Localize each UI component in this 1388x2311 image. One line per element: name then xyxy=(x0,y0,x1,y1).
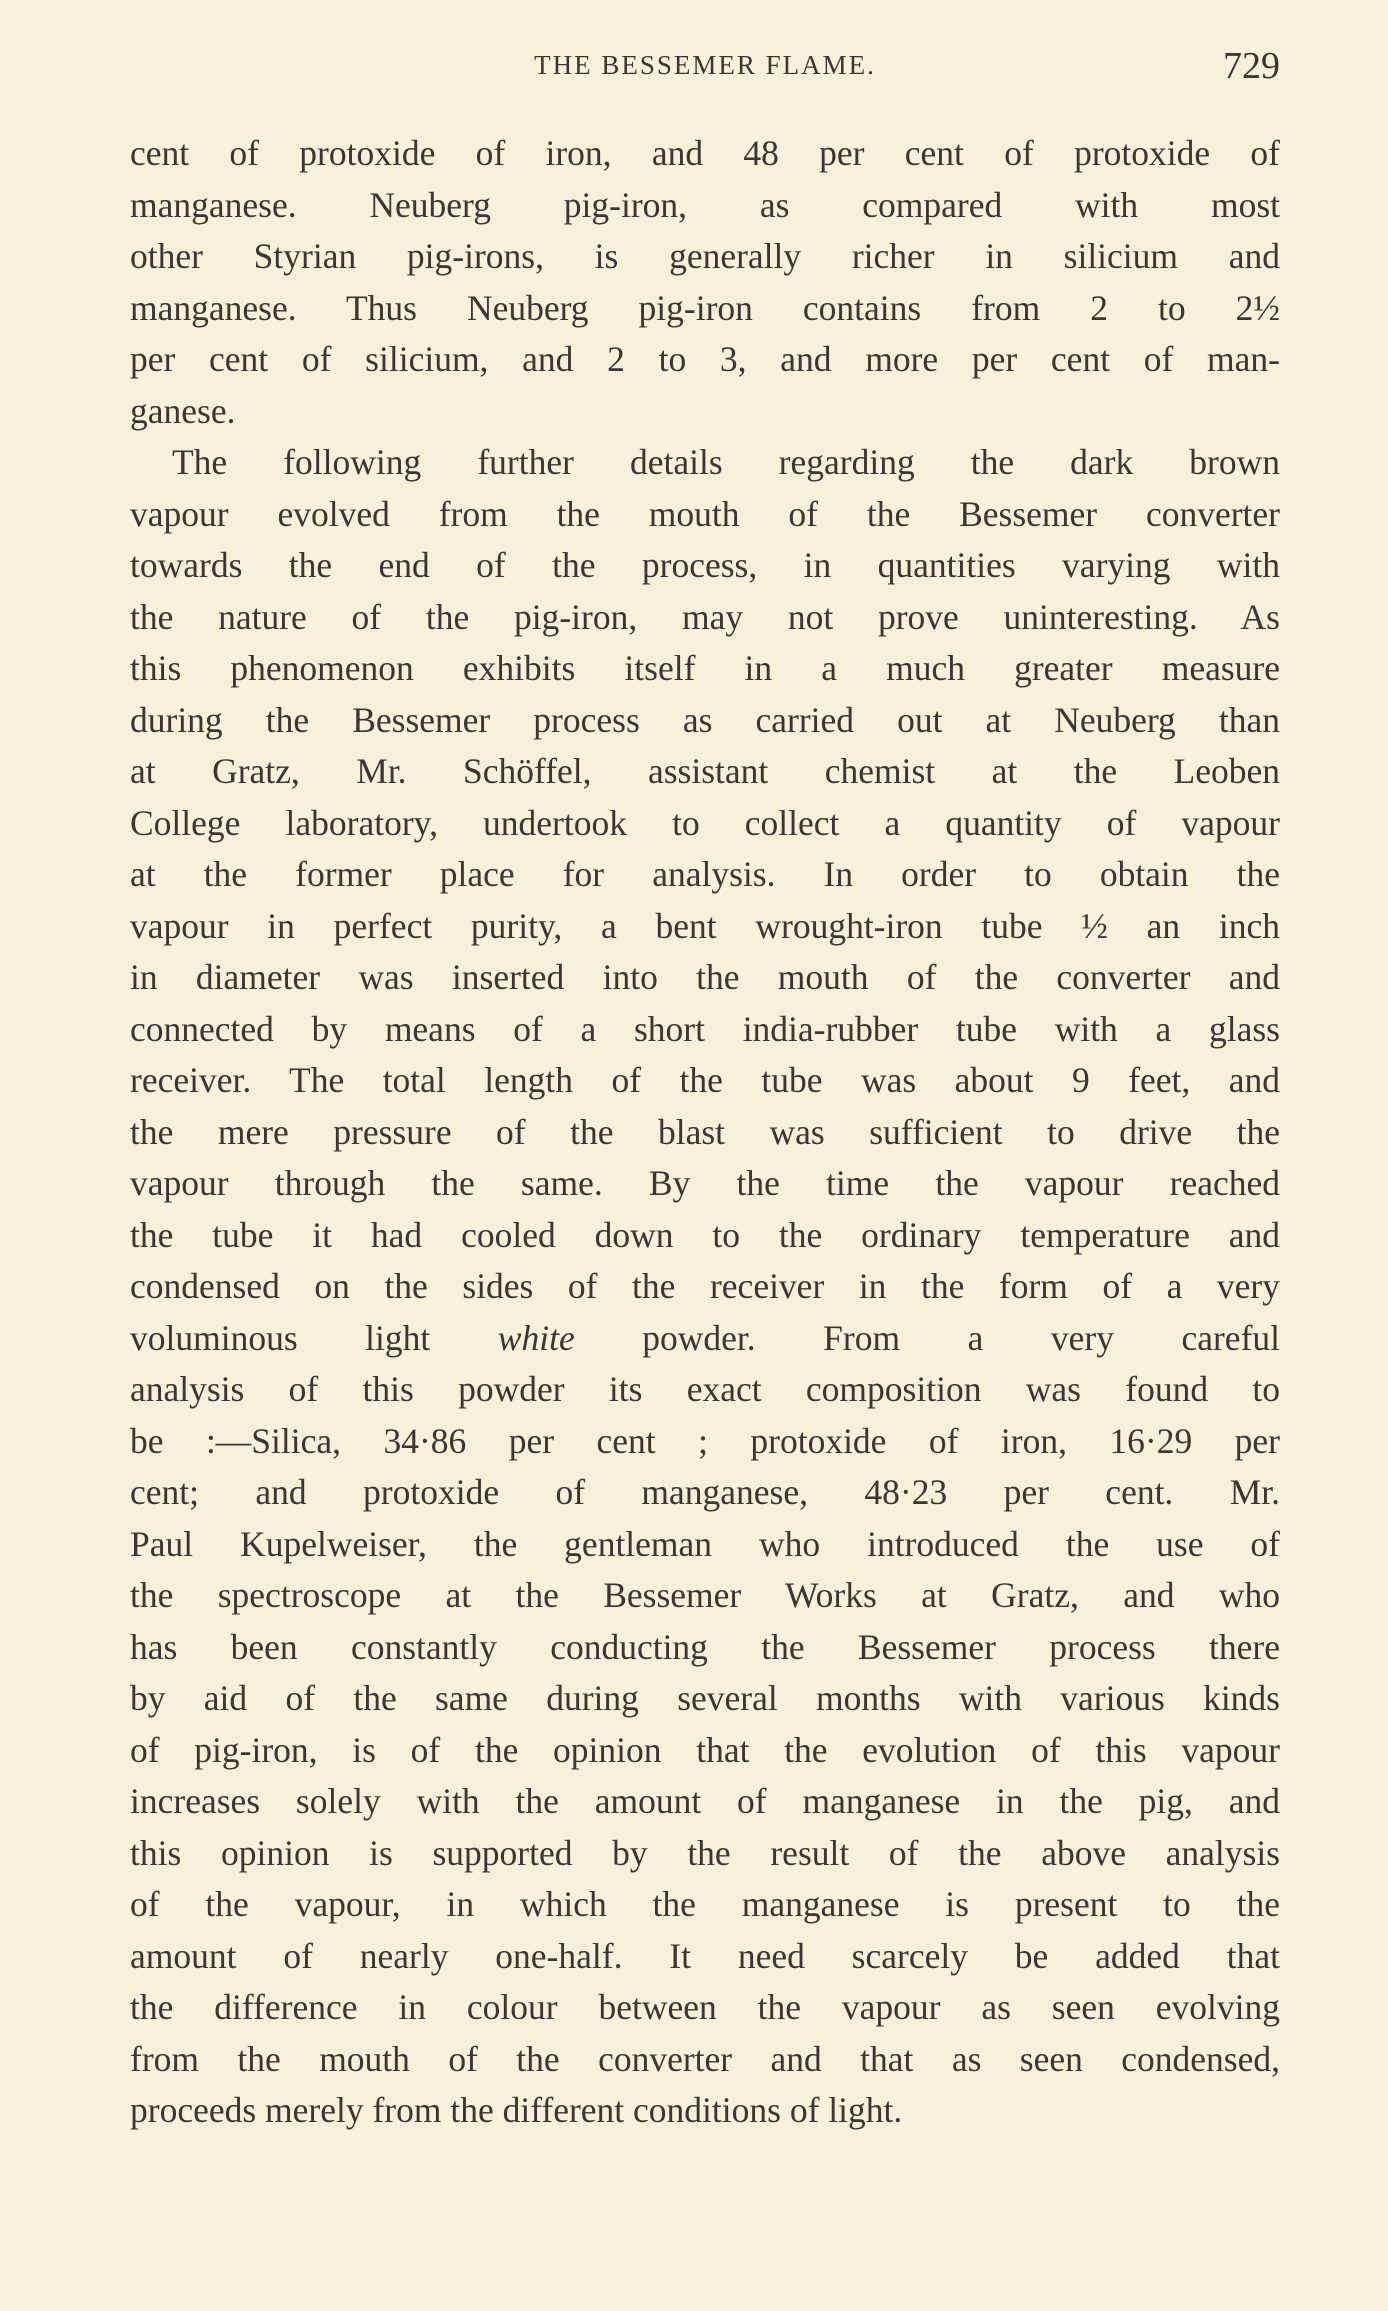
text-line xyxy=(130,128,1280,180)
text-line-content: the spectroscope at the Bessemer Works at Gratz, and who xyxy=(130,1575,1280,1615)
body-text xyxy=(130,128,1280,2137)
text-line-content: the nature of the pig-iron, may not prove uninteresting. As xyxy=(130,596,1280,637)
text-line xyxy=(130,901,1280,953)
text-line-content: the tube it had cooled down to the ordinary temperature and xyxy=(130,1214,1280,1255)
text-line-content: amount of nearly one-half. It need scarcely be added that xyxy=(130,1935,1280,1976)
text-line-content: other Styrian pig-irons, is generally richer in silicium and xyxy=(130,236,1280,276)
text-line-content: at the former place for analysis. In order to obtain the xyxy=(130,854,1280,894)
text-line-content: of pig-iron, is of the opinion that the evolution of this vapour xyxy=(130,1729,1280,1770)
text-line xyxy=(130,1879,1280,1931)
text-line-content: be :—Silica, 34·86 per cent ; protoxide of iron, 16·29 per xyxy=(130,1420,1280,1461)
text-line xyxy=(130,798,1280,850)
text-line xyxy=(130,1622,1280,1674)
italic-word: white xyxy=(497,1317,575,1358)
text-line-content: by aid of the same during several months with various kinds xyxy=(130,1678,1280,1718)
text-line-content: ganese. xyxy=(130,390,236,431)
text-line xyxy=(130,1004,1280,1056)
text-line xyxy=(130,952,1280,1004)
text-line xyxy=(130,1982,1280,2034)
text-line-content: analysis of this powder its exact composition was found to xyxy=(130,1369,1280,1409)
text-line-content: connected by means of a short india-rubber tube with a glass xyxy=(130,1008,1280,1049)
text-line xyxy=(130,2085,1280,2137)
text-line xyxy=(130,334,1280,386)
text-line-content: during the Bessemer process as carried out at Neuberg than xyxy=(130,699,1280,740)
running-title: THE BESSEMER FLAME. xyxy=(534,50,876,80)
text-line-content: The following further details regarding the dark brown xyxy=(172,442,1280,482)
text-line xyxy=(130,1261,1280,1313)
text-line-content: manganese. Neuberg pig-iron, as compared with most xyxy=(130,184,1280,225)
text-line xyxy=(130,1416,1280,1468)
page-header xyxy=(130,44,1280,88)
text-line xyxy=(130,1107,1280,1159)
text-line xyxy=(130,489,1280,541)
text-line-content: in diameter was inserted into the mouth of the converter and xyxy=(130,957,1280,997)
text-line-content: towards the end of the process, in quantities varying with xyxy=(130,545,1280,585)
text-line-content: condensed on the sides of the receiver in the form of a very xyxy=(130,1266,1280,1306)
text-line-content: per cent of silicium, and 2 to 3, and more per cent of man- xyxy=(130,339,1280,379)
text-line xyxy=(130,592,1280,644)
text-line-content: this phenomenon exhibits itself in a much greater measure xyxy=(130,648,1280,688)
text-line xyxy=(130,540,1280,592)
text-line xyxy=(130,180,1280,232)
text-line xyxy=(130,437,1280,489)
text-line xyxy=(130,643,1280,695)
text-line-content: this opinion is supported by the result of the above analysis xyxy=(130,1832,1280,1873)
text-line-content: voluminous light white powder. From a very careful xyxy=(130,1317,1281,1358)
text-line-content: cent; and protoxide of manganese, 48·23 per cent. Mr. xyxy=(130,1472,1280,1512)
text-line xyxy=(130,1570,1280,1622)
text-line xyxy=(130,1467,1280,1519)
text-line-content: College laboratory, undertook to collect a quantity of vapour xyxy=(130,802,1280,843)
text-line xyxy=(130,2034,1280,2086)
text-line xyxy=(130,746,1280,798)
text-line xyxy=(130,1364,1280,1416)
text-line-content: vapour evolved from the mouth of the Bessemer converter xyxy=(130,493,1280,534)
text-line xyxy=(130,1673,1280,1725)
text-line-content: cent of protoxide of iron, and 48 per cent of protoxide of xyxy=(130,133,1280,173)
text-line xyxy=(130,1828,1280,1880)
text-line xyxy=(130,283,1280,335)
text-line xyxy=(130,231,1280,283)
text-line-content: of the vapour, in which the manganese is present to the xyxy=(130,1884,1280,1924)
page-number: 729 xyxy=(1223,45,1280,87)
text-line-content: increases solely with the amount of manganese in the pig, and xyxy=(130,1781,1280,1821)
text-line xyxy=(130,1519,1280,1571)
text-line xyxy=(130,1158,1280,1210)
text-line-content: manganese. Thus Neuberg pig-iron contains from 2 to 2½ xyxy=(130,287,1280,328)
text-line-content: Paul Kupelweiser, the gentleman who introduced the use of xyxy=(130,1523,1280,1564)
text-line xyxy=(130,386,1280,438)
text-line xyxy=(130,695,1280,747)
text-line xyxy=(130,1055,1280,1107)
text-line-content: has been constantly conducting the Bessemer process there xyxy=(130,1626,1280,1667)
text-line-content: the difference in colour between the vapour as seen evolving xyxy=(130,1987,1280,2027)
text-line xyxy=(130,1931,1280,1983)
text-line xyxy=(130,1776,1280,1828)
text-line xyxy=(130,849,1280,901)
text-line-content: receiver. The total length of the tube was about 9 feet, and xyxy=(130,1060,1280,1100)
text-line-content: at Gratz, Mr. Schöffel, assistant chemist at the Leoben xyxy=(130,751,1280,791)
text-line-content: proceeds merely from the different conditions of light. xyxy=(130,2090,903,2130)
text-line-content: the mere pressure of the blast was sufficient to drive the xyxy=(130,1111,1280,1152)
text-line-content: from the mouth of the converter and that as seen condensed, xyxy=(130,2038,1280,2079)
text-line xyxy=(130,1313,1280,1365)
text-line xyxy=(130,1210,1280,1262)
text-line-content: vapour in perfect purity, a bent wrought-iron tube ½ an inch xyxy=(130,905,1280,946)
text-line-content: vapour through the same. By the time the vapour reached xyxy=(130,1163,1280,1203)
text-line xyxy=(130,1725,1280,1777)
